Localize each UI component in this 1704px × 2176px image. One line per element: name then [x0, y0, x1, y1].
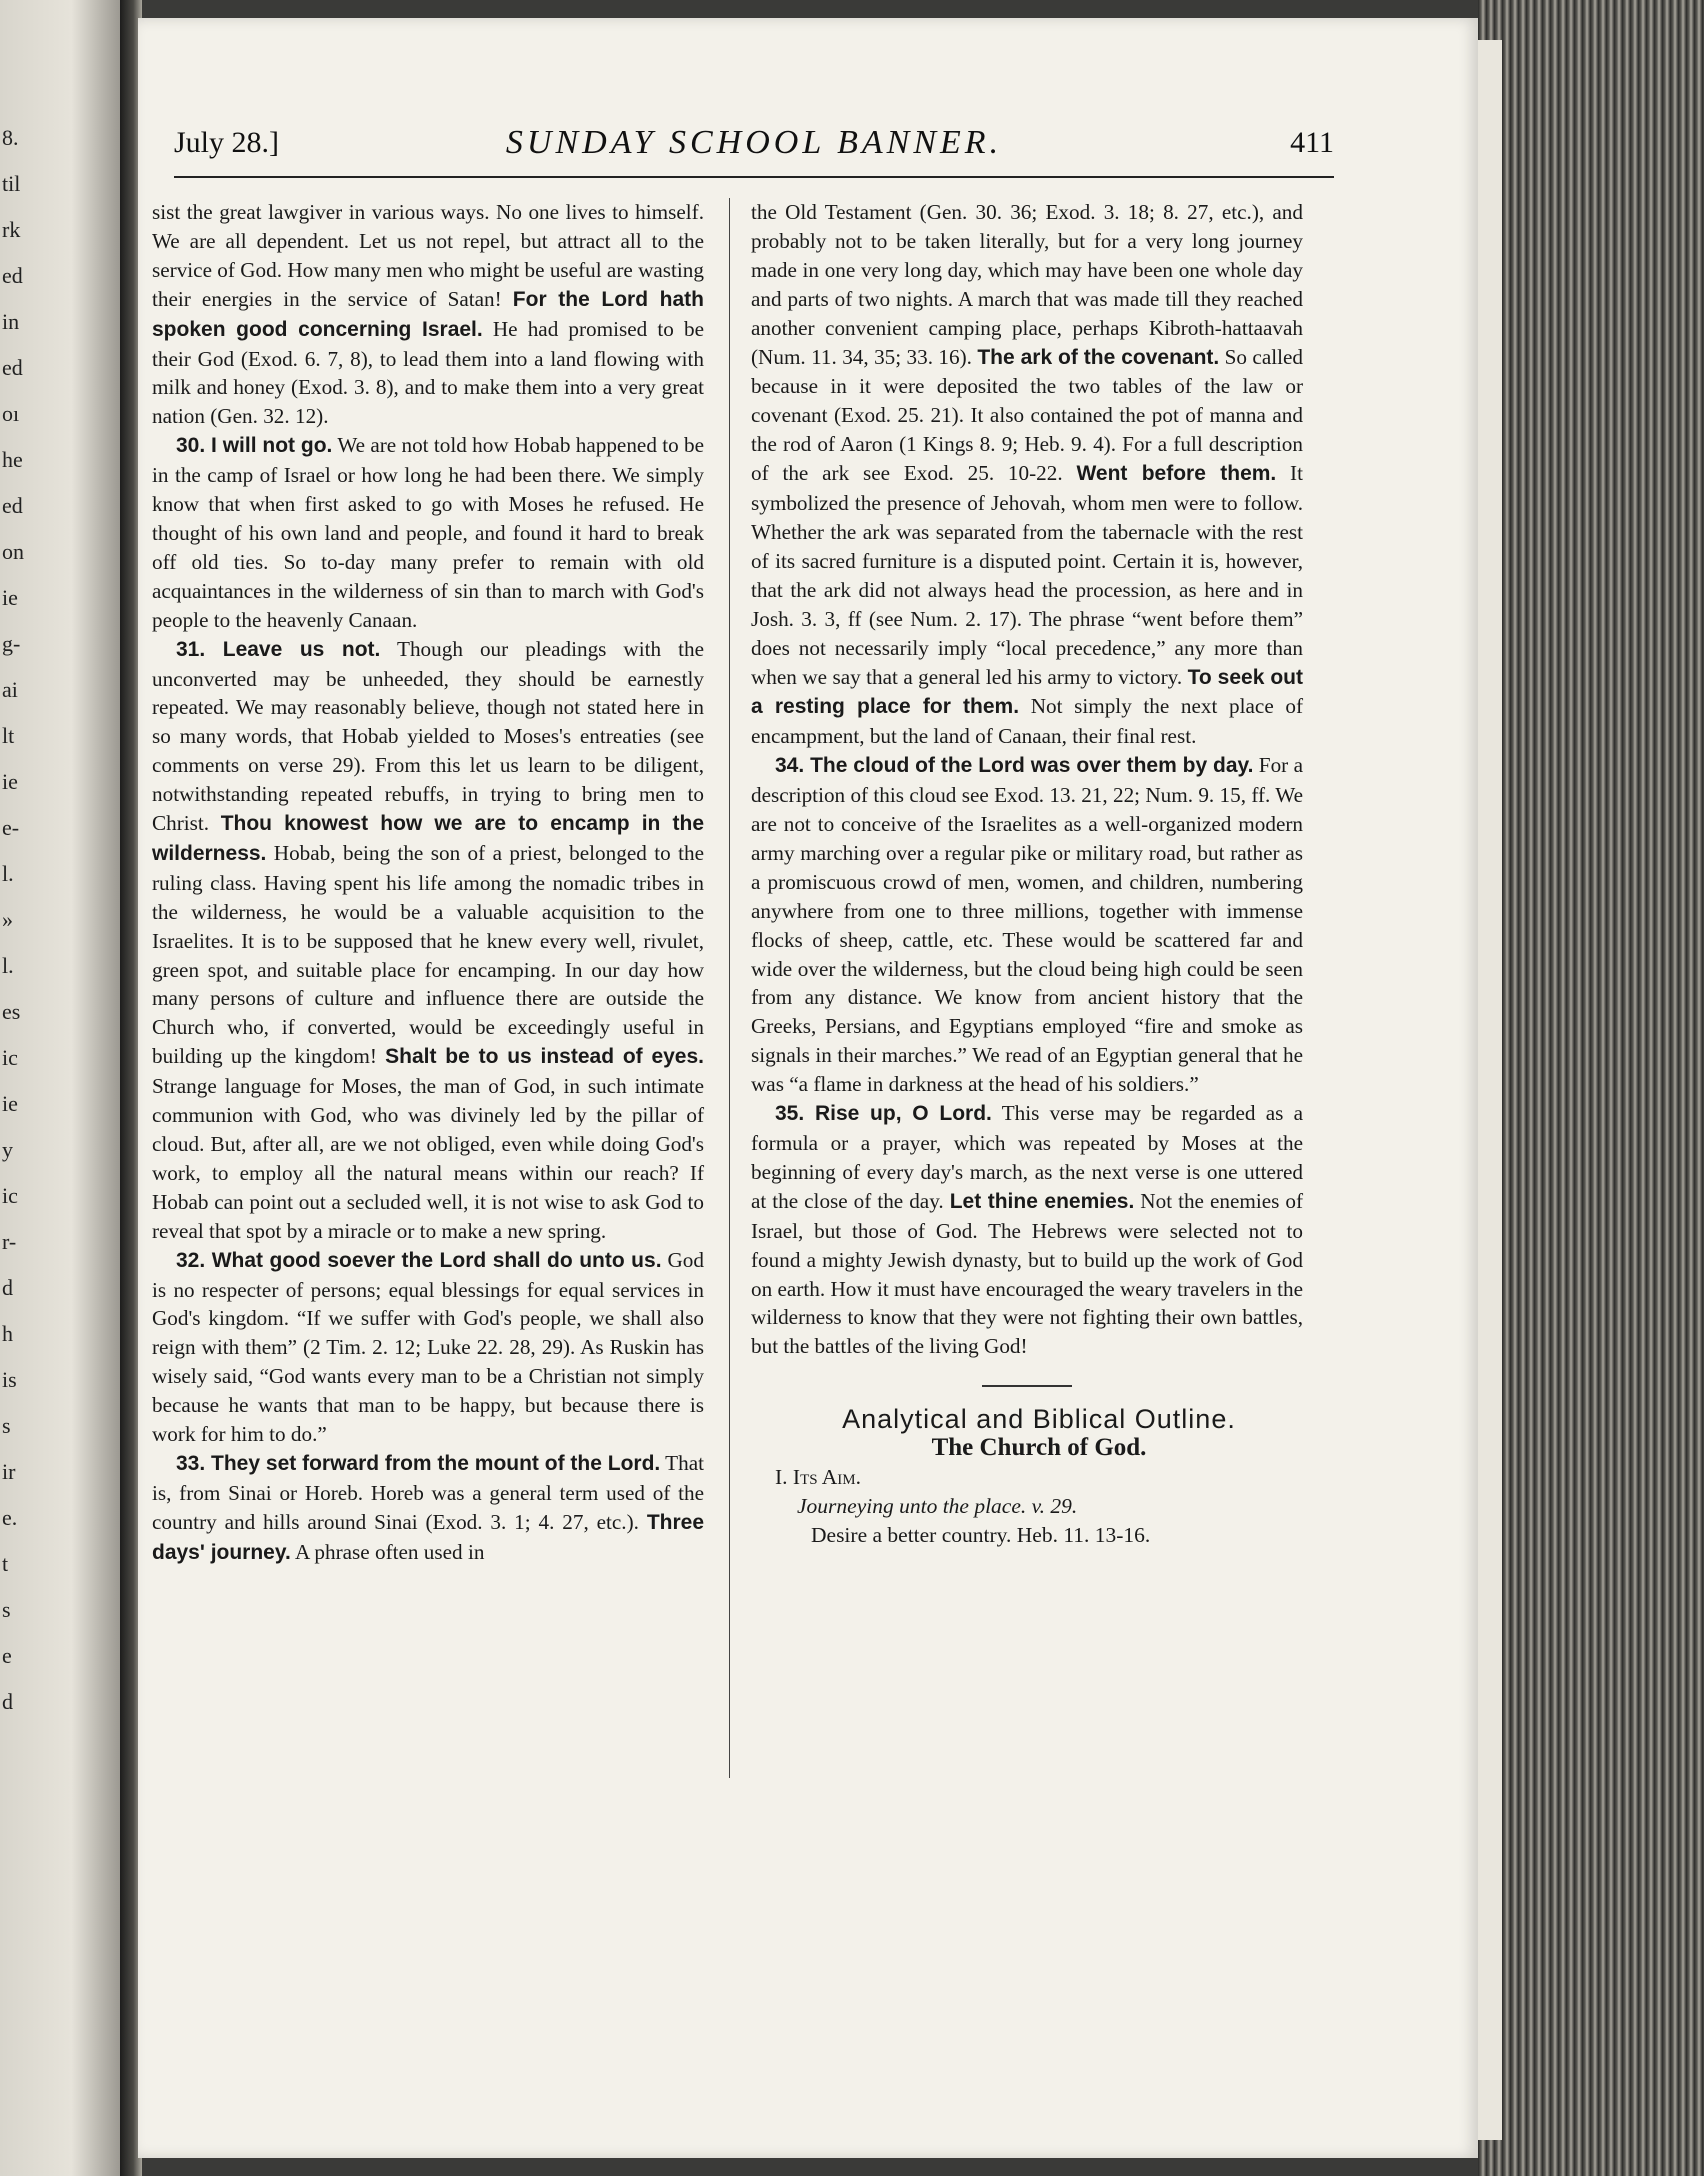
adjacent-page-text-fragment: rk — [2, 217, 21, 242]
verse-phrase: To seek out a resting place for them. — [751, 665, 1303, 719]
adjacent-page-text-fragment: ic — [2, 1183, 18, 1208]
right-column — [751, 198, 1303, 1550]
column-rule — [729, 198, 730, 1778]
paragraph-text: Not the enemies of Israel, but those of God. The Hebrews were selected not to found a mighty Jewish dynasty, but to build up the work of God on earth. How it must have encouraged the weary travelers in the wilderness to know that they were not fighting their own battles, but the battles of the living God! — [751, 1188, 1304, 1359]
verse-phrase: 30. I will not go. — [176, 434, 333, 458]
verse-phrase: 33. They set forward from the mount of the Lord. — [176, 1451, 661, 1475]
adjacent-page-text-fragment: e- — [2, 815, 20, 840]
section-divider — [982, 1385, 1072, 1387]
verse-phrase: Let thine enemies. — [949, 1189, 1135, 1213]
adjacent-page-text-fragment: in — [2, 309, 20, 334]
adjacent-page-text-fragment: ai — [2, 677, 18, 702]
paragraph-text: So called because in it were deposited the two tables of the law or covenant (Exod. 25. 21). It also contained the pot of manna and the rod of Aaron (1 Kings 8. 9; Heb. 9. 4). For a full description of the ark see Exod. 25. 10-22. — [751, 344, 1303, 486]
verse-phrase: 34. The cloud of the Lord was over them by day. — [775, 754, 1254, 778]
commentary-paragraph — [751, 751, 1303, 1099]
outline-title: Analytical and Biblical Outline. — [842, 1404, 1236, 1435]
adjacent-page-text-fragment: ir — [2, 1459, 16, 1484]
adjacent-page-text-fragment: l. — [2, 953, 14, 978]
adjacent-page-text-fragment: g- — [2, 631, 21, 656]
paragraph-text: For a description of this cloud see Exod. 13. 21, 22; Num. 9. 15, ff. We are not to conceive of the Israelites as a well-organized modern army marching over a regular pike or military road, but rather as a promiscuous crowd of men, women, and children, numbering anywhere from one to three millions, together with immense flocks of sheep, cattle, etc. These would be scattered far and wide over the wilderness, but the cloud being high could be seen from any distance. We know from ancient history that the Greeks, Persians, and Egyptians employed “fire and smoke as signals in their marches.” We read of an Egyptian general that he was “a flame in darkness at the head of his soldiers.” — [751, 753, 1303, 1097]
adjacent-page-text-fragment: l. — [2, 861, 14, 886]
verse-phrase: The ark of the covenant. — [977, 345, 1220, 369]
book-page — [138, 18, 1478, 2158]
paragraph-text: A phrase often used in — [290, 1539, 485, 1564]
paragraph-text: Strange language for Moses, the man of God, in such intimate communion with God, who was divinely led by the pillar of cloud. But, after all, are we not obliged, even while doing God's work, to employ all the natural means within our reach? If Hobab can point out a secluded well, it is not wise to ask God to reveal that spot by a miracle or to make a new spring. — [152, 1074, 704, 1243]
page-stack-edge — [1478, 0, 1704, 2176]
adjacent-page-text-fragment: r- — [2, 1229, 17, 1254]
adjacent-page-text-fragment: ie — [2, 1091, 18, 1116]
left-column — [152, 198, 704, 1568]
page-number: 411 — [1290, 126, 1334, 159]
commentary-paragraph — [152, 635, 704, 1246]
paragraph-text: Though our pleadings with the unconverted may be unheeded, they should be earnestly repeated. We may reasonably believe, though not stated here in so many words, that Hobab yielded to Moses's entreaties (see comments on verse 29). From this let us learn to be diligent, notwithstanding repeated rebuffs, in trying to bring men to Christ. — [152, 636, 704, 836]
adjacent-page-text-fragment: lt — [2, 723, 15, 748]
paragraph-text: We are not told how Hobab happened to be in the camp of Israel or how long he had been there. We simply know that when first asked to go with Moses he refused. He thought of his own land and people, and found it hard to break off old ties. So to-day many prefer to remain with old acquaintances in the wilderness of sin than to march with God's people to the heavenly Canaan. — [152, 433, 705, 632]
commentary-paragraph — [152, 431, 704, 634]
paragraph-text: This verse may be regarded as a formula or a prayer, which was repeated by Moses at the beginning of every day's march, as the next verse is one uttered at the close of the day. — [751, 1101, 1303, 1213]
adjacent-page-text-fragment: es — [2, 999, 21, 1024]
adjacent-page-text-fragment: h — [2, 1321, 13, 1346]
adjacent-page-text-fragment: d — [2, 1689, 13, 1714]
verse-phrase: 32. What good soever the Lord shall do unto us. — [176, 1248, 662, 1272]
adjacent-page-text-fragment: he — [2, 447, 23, 472]
outline-heading: I. Its Aim. — [775, 1465, 861, 1490]
verse-phrase: Three days' journey. — [152, 1510, 704, 1564]
paragraph-text: He had promised to be their God (Exod. 6. 7, 8), to lead them into a land flowing with milk and honey (Exod. 3. 8), and to make them into a very great nation (Gen. 32. 12). — [152, 316, 704, 429]
adjacent-page-text-fragment: til — [2, 171, 21, 196]
running-header — [174, 126, 1334, 178]
adjacent-page-text-fragment: s — [2, 1413, 11, 1438]
verse-phrase: For the Lord hath spoken good concerning Israel. — [152, 287, 704, 341]
adjacent-page-text-fragment: on — [2, 539, 24, 564]
adjacent-page-text-fragment: e — [2, 1643, 12, 1668]
paragraph-text: It symbolized the presence of Jehovah, whom men were to follow. Whether the ark was separated from the tabernacle with the rest of its sacred furniture is a disputed point. Certain it is, however, that the ark did not always head the procession, as here and in Josh. 3. 3, ff (see Num. 2. 17). The phrase “went before them” does not necessarily imply “local precedence,” any more than when we say that a general led his army to victory. — [751, 461, 1303, 689]
adjacent-page-text-fragment: ie — [2, 769, 18, 794]
outline-point: Journeying unto the place. v. 29. — [797, 1494, 1078, 1519]
masthead-title: SUNDAY SCHOOL BANNER. — [505, 124, 1003, 161]
paragraph-text: the Old Testament (Gen. 30. 36; Exod. 3. 18; 8. 27, etc.), and probably not to be taken literally, but for a very long journey made in one very long day, which may have been one whole day and parts of two nights. A march that was made till they reached another convenient camping place, perhaps Kibroth-hattaavah (Num. 11. 34, 35; 33. 16). — [751, 200, 1303, 369]
paragraph-text: God is no respecter of persons; equal blessings for equal services in God's kingdom. “If we suffer with God's people, we shall also reign with them” (2 Tim. 2. 12; Luke 22. 28, 29). As Ruskin has wisely said, “God wants every man to be a Christian not simply because he wants that man to be happy, but because there is work for him to do.” — [152, 1247, 704, 1447]
commentary-paragraph — [152, 1449, 704, 1568]
verse-phrase: Went before them. — [1076, 462, 1277, 486]
adjacent-page-edge — [0, 0, 130, 2176]
adjacent-page-text-fragment: is — [2, 1367, 17, 1392]
adjacent-page-text-fragment: ed — [2, 355, 23, 380]
adjacent-page-text-fragment: ic — [2, 1045, 18, 1070]
verse-phrase: 31. Leave us not. — [176, 637, 381, 661]
commentary-paragraph — [751, 198, 1303, 751]
commentary-paragraph — [751, 1099, 1303, 1361]
adjacent-page-text-fragment: 8. — [2, 125, 19, 150]
outline-point: Desire a better country. Heb. 11. 13-16. — [811, 1523, 1151, 1548]
verse-phrase: Thou knowest how we are to encamp in the wilderness. — [152, 812, 704, 865]
adjacent-page-text-fragment: d — [2, 1275, 13, 1300]
paragraph-text: Hobab, being the son of a priest, belonged to the ruling class. Having spent his life among the nomadic tribes in the wilderness, he would be a valuable acquisition to the Israelites. It is to be supposed that he knew every well, rivulet, green spot, and suitable place for encamping. In our day how many persons of culture and influence there are outside the Church who, if converted, would be exceedingly useful in building up the kingdom! — [152, 840, 704, 1069]
adjacent-page-text-fragment: ie — [2, 585, 18, 610]
commentary-paragraph — [152, 1246, 704, 1449]
adjacent-page-text-fragment: s — [2, 1597, 11, 1622]
adjacent-page-text-fragment: oı — [2, 401, 20, 426]
adjacent-page-text-fragment: ed — [2, 263, 23, 288]
paragraph-text: sist the great lawgiver in various ways. No one lives to himself. We are all dependent. Let us not repel, but attract all to the service of God. How many men who might be useful are wasting their energies in the service of Satan! — [152, 200, 704, 311]
paragraph-text: Not simply the next place of encampment, but the land of Canaan, their final rest. — [751, 694, 1304, 749]
adjacent-page-text-fragment: y — [2, 1137, 13, 1162]
verse-phrase: Shalt be to us instead of eyes. — [385, 1045, 705, 1069]
header-date: July 28.] — [174, 126, 279, 159]
commentary-paragraph — [152, 198, 704, 431]
verse-phrase: 35. Rise up, O Lord. — [775, 1102, 992, 1126]
adjacent-page-text-fragment: e. — [2, 1505, 18, 1530]
paragraph-text: That is, from Sinai or Horeb. Horeb was a general term used of the country and hills around Sinai (Exod. 3. 1; 4. 27, etc.). — [152, 1450, 704, 1534]
adjacent-page-text-fragment: t — [2, 1551, 9, 1576]
adjacent-page-text-fragment: ed — [2, 493, 23, 518]
outline-subtitle: The Church of God. — [931, 1434, 1147, 1462]
adjacent-page-text-fragment: » — [2, 907, 13, 932]
